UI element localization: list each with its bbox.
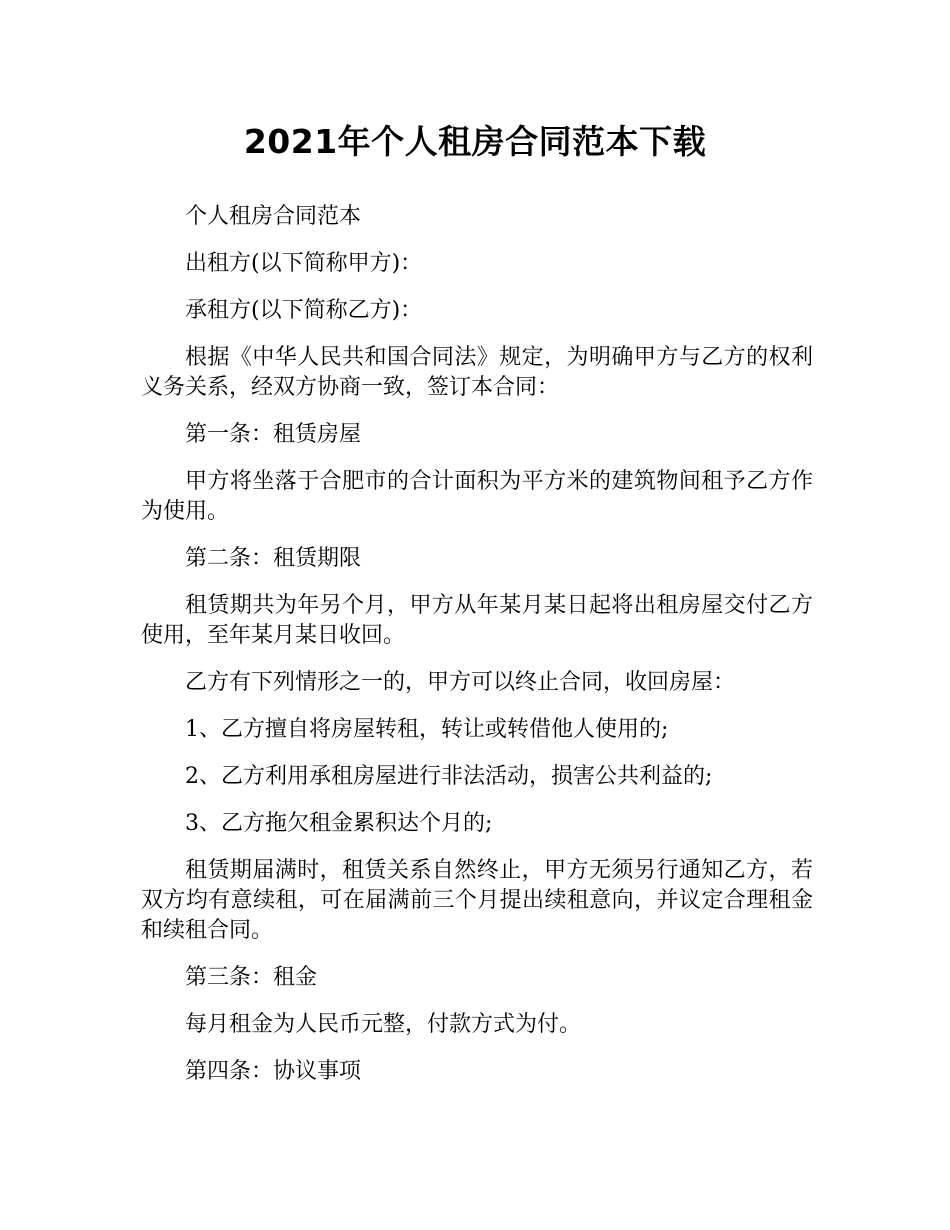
article-1-heading: 第一条：租赁房屋 xyxy=(185,422,362,447)
lessor-line: 出租方(以下简称甲方)： xyxy=(185,251,423,276)
article-2-heading: 第二条：租赁期限 xyxy=(185,546,362,571)
preamble-paragraph: 根据《中华人民共和国合同法》规定，为明确甲方与乙方的权利义务关系，经双方协商一致，签订本合同： xyxy=(141,345,813,400)
document-title: 2021年个人租房合同范本下载 xyxy=(243,122,707,161)
article-4-heading: 第四条：协议事项 xyxy=(185,1059,362,1084)
rent-paragraph: 每月租金为人民币元整，付款方式为付。 xyxy=(185,1012,582,1037)
lessee-line: 承租方(以下简称乙方)： xyxy=(185,298,423,323)
lease-expiry-paragraph: 租赁期届满时，租赁关系自然终止，甲方无须另行通知乙方，若双方均有意续租，可在届满前三个月提出续租意向，并议定合理租金和续租合同。 xyxy=(141,858,813,943)
lease-term-paragraph: 租赁期共为年另个月，甲方从年某月某日起将出租房屋交付乙方使用，至年某月某日收回。 xyxy=(141,593,813,648)
article-1-paragraph: 甲方将坐落于合肥市的合计面积为平方米的建筑物间租予乙方作为使用。 xyxy=(141,469,813,524)
termination-intro: 乙方有下列情形之一的，甲方可以终止合同，收回房屋： xyxy=(185,670,736,695)
article-3-heading: 第三条：租金 xyxy=(185,965,318,990)
document-body xyxy=(141,202,813,1104)
termination-item-2: 2、乙方利用承租房屋进行非法活动，损害公共利益的; xyxy=(185,764,713,789)
termination-item-1: 1、乙方擅自将房屋转租，转让或转借他人使用的; xyxy=(185,717,669,742)
termination-item-3: 3、乙方拖欠租金累积达个月的; xyxy=(185,811,493,836)
doc-subtitle: 个人租房合同范本 xyxy=(185,204,362,229)
